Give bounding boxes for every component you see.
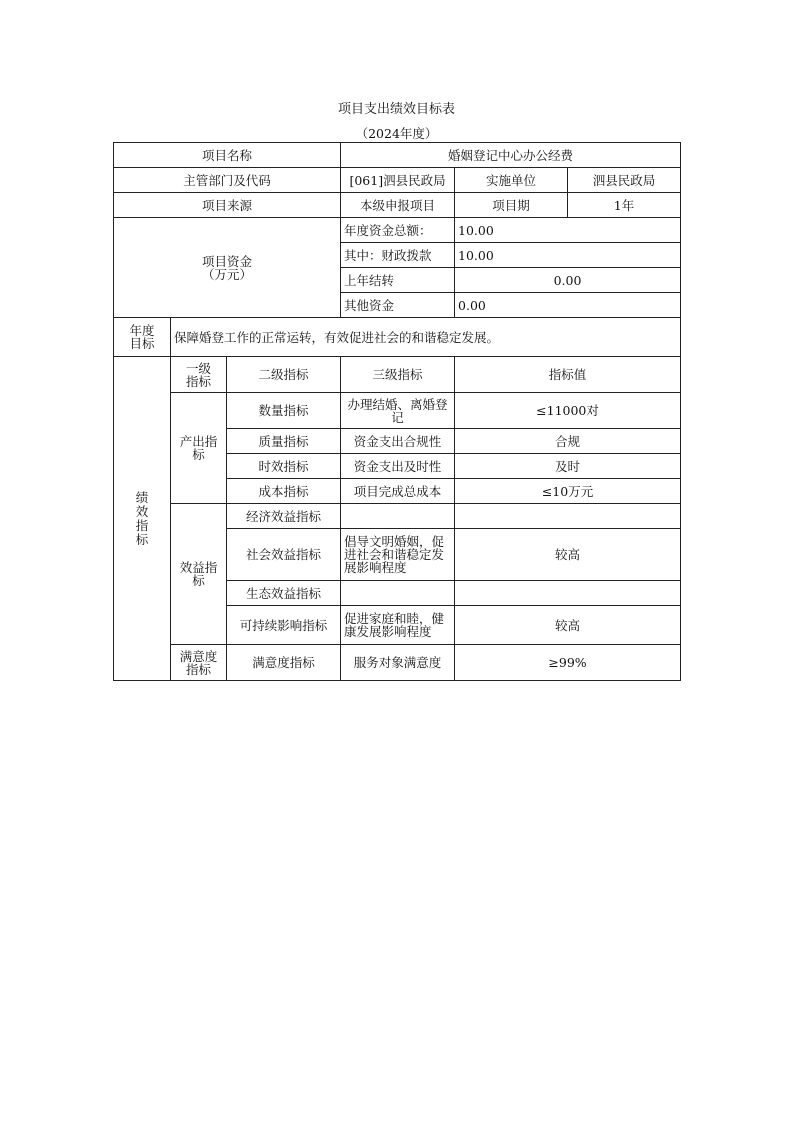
indicator-value: ≤11000对	[455, 393, 681, 429]
table-row	[114, 143, 681, 168]
funds-row-label: 其他资金	[341, 293, 455, 318]
funds-row-value: 10.00	[455, 243, 681, 268]
indicator-level3: 服务对象满意度	[341, 645, 455, 681]
project-name-value: 婚姻登记中心办公经费	[341, 143, 681, 168]
header-level2: 二级指标	[227, 357, 341, 393]
indicator-level3: 促进家庭和睦，健康发展影响程度	[341, 606, 455, 645]
dept-value: [061]泗县民政局	[341, 168, 455, 193]
table-row	[114, 504, 681, 529]
indicator-level2: 质量指标	[227, 429, 341, 454]
indicator-level2: 社会效益指标	[227, 529, 341, 581]
output-label: 产出指 标	[171, 393, 227, 504]
impl-unit-label: 实施单位	[455, 168, 568, 193]
funds-row-value: 10.00	[455, 218, 681, 243]
funds-row-value: 0.00	[455, 268, 681, 293]
table-row	[114, 645, 681, 681]
header-level1: 一级 指标	[171, 357, 227, 393]
table-row	[114, 218, 681, 243]
funds-label: 项目资金 （万元）	[114, 218, 341, 318]
indicator-level3: 办理结婚、离婚登记	[341, 393, 455, 429]
indicator-level3: 项目完成总成本	[341, 479, 455, 504]
indicator-value: 较高	[455, 529, 681, 581]
table-row	[114, 168, 681, 193]
annual-goal-text: 保障婚登工作的正常运转，有效促进社会的和谐稳定发展。	[171, 318, 681, 357]
indicator-level2: 成本指标	[227, 479, 341, 504]
indicator-level3	[341, 581, 455, 606]
header-value: 指标值	[455, 357, 681, 393]
indicator-value: 较高	[455, 606, 681, 645]
table-row	[114, 357, 681, 393]
indicator-level2: 可持续影响指标	[227, 606, 341, 645]
page-title: 项目支出绩效目标表	[337, 102, 455, 117]
indicator-level3: 倡导文明婚姻，促进社会和谐稳定发展影响程度	[341, 529, 455, 581]
funds-row-label: 其中：财政拨款	[341, 243, 455, 268]
indicator-level2: 数量指标	[227, 393, 341, 429]
performance-label: 绩效指标	[114, 357, 171, 681]
source-value: 本级申报项目	[341, 193, 455, 218]
indicator-level3: 资金支出及时性	[341, 454, 455, 479]
source-label: 项目来源	[114, 193, 341, 218]
project-name-label: 项目名称	[114, 143, 341, 168]
performance-table	[113, 142, 681, 681]
header-level3: 三级指标	[341, 357, 455, 393]
indicator-level2: 时效指标	[227, 454, 341, 479]
annual-goal-label: 年度 目标	[114, 318, 171, 357]
indicator-value: ≤10万元	[455, 479, 681, 504]
period-value: 1年	[568, 193, 681, 218]
indicator-value: 合规	[455, 429, 681, 454]
indicator-value: ≥99%	[455, 645, 681, 681]
indicator-value	[455, 504, 681, 529]
indicator-value	[455, 581, 681, 606]
funds-row-label: 年度资金总额：	[341, 218, 455, 243]
table-row	[114, 393, 681, 429]
period-label: 项目期	[455, 193, 568, 218]
table-row	[114, 193, 681, 218]
dept-label: 主管部门及代码	[114, 168, 341, 193]
indicator-level3	[341, 504, 455, 529]
funds-row-value: 0.00	[455, 293, 681, 318]
indicator-level2: 生态效益指标	[227, 581, 341, 606]
fiscal-year: （2024年度）	[355, 126, 438, 141]
satisfaction-label: 满意度 指标	[171, 645, 227, 681]
indicator-level2: 满意度指标	[227, 645, 341, 681]
indicator-value: 及时	[455, 454, 681, 479]
impl-unit-value: 泗县民政局	[568, 168, 681, 193]
table-row	[114, 318, 681, 357]
benefit-label: 效益指 标	[171, 504, 227, 645]
indicator-level3: 资金支出合规性	[341, 429, 455, 454]
funds-row-label: 上年结转	[341, 268, 455, 293]
indicator-level2: 经济效益指标	[227, 504, 341, 529]
